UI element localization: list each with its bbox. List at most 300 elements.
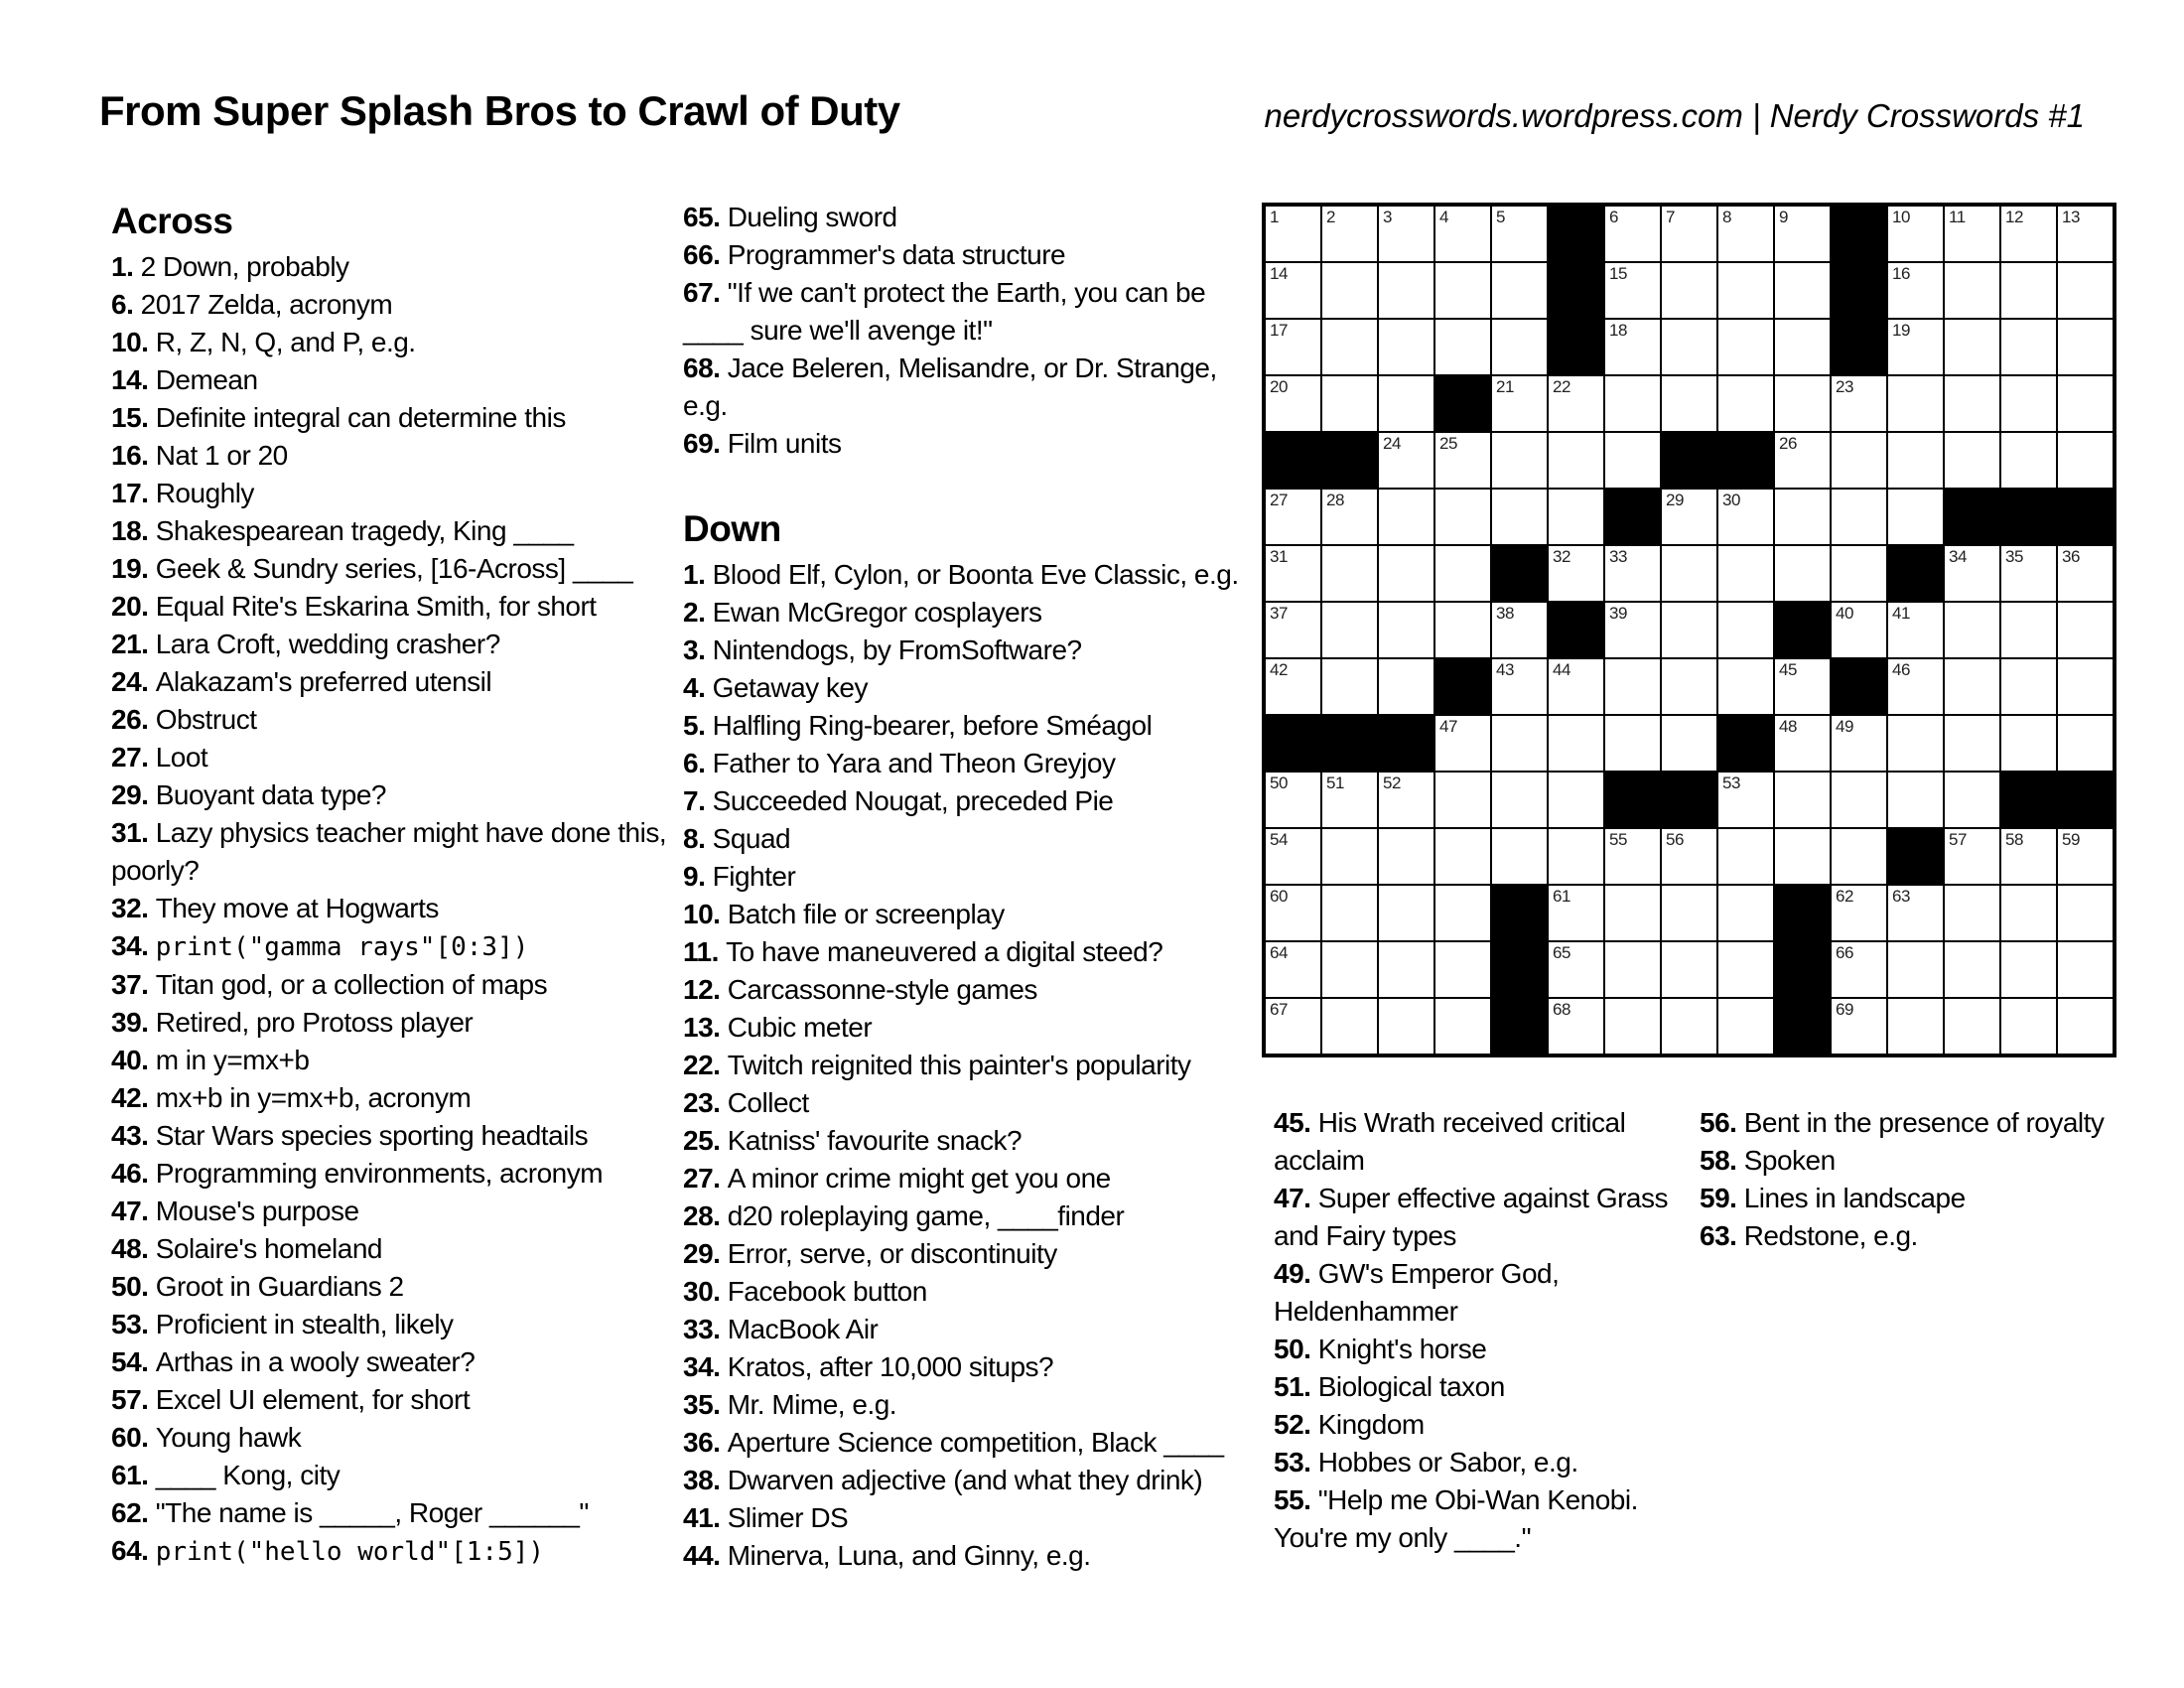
grid-cell[interactable] [1717, 206, 1774, 262]
grid-cell[interactable] [1717, 262, 1774, 319]
grid-cell-black [1548, 319, 1604, 375]
grid-cell[interactable] [2000, 206, 2057, 262]
grid-cell[interactable] [1434, 602, 1491, 658]
grid-cell[interactable] [1378, 432, 1434, 489]
grid-cell[interactable] [1887, 772, 1944, 828]
grid-cell[interactable] [2000, 262, 2057, 319]
grid-cell[interactable] [1491, 772, 1548, 828]
grid-cell[interactable] [1944, 772, 2000, 828]
grid-cell[interactable] [1321, 489, 1378, 545]
cell-number: 19 [1892, 321, 1910, 340]
clue-item: 43. Star Wars species sporting headtails [111, 1120, 589, 1151]
grid-cell[interactable] [1321, 206, 1378, 262]
cell-number: 1 [1270, 208, 1279, 226]
grid-cell[interactable] [1774, 432, 1831, 489]
clue-item: 58. Spoken [1700, 1145, 1836, 1176]
grid-cell[interactable] [1831, 489, 1887, 545]
grid-cell[interactable] [2057, 941, 2114, 998]
grid-cell[interactable] [1378, 885, 1434, 941]
cell-number: 25 [1439, 434, 1457, 453]
cell-number: 16 [1892, 264, 1910, 283]
cell-number: 20 [1270, 377, 1288, 396]
grid-cell[interactable] [1434, 262, 1491, 319]
clue-item: 1. 2 Down, probably [111, 251, 349, 282]
grid-cell[interactable] [2057, 375, 2114, 432]
grid-cell[interactable] [1321, 885, 1378, 941]
cell-number: 22 [1553, 377, 1570, 396]
grid-cell[interactable] [1887, 319, 1944, 375]
clue-item: 47. Mouse's purpose [111, 1196, 359, 1226]
grid-cell[interactable] [1661, 319, 1717, 375]
grid-cell[interactable] [1265, 998, 1321, 1055]
grid-cell[interactable] [1548, 375, 1604, 432]
grid-cell[interactable] [1831, 828, 1887, 885]
clue-item: 1. Blood Elf, Cylon, or Boonta Eve Classic, e.g. [683, 559, 1239, 590]
grid-cell[interactable] [1831, 432, 1887, 489]
grid-cell[interactable] [1265, 489, 1321, 545]
grid-cell[interactable] [1378, 489, 1434, 545]
grid-cell[interactable] [2000, 828, 2057, 885]
cell-number: 39 [1609, 604, 1627, 623]
grid-cell[interactable] [1548, 545, 1604, 602]
clue-item: 29. Error, serve, or discontinuity [683, 1238, 1057, 1269]
grid-cell[interactable] [1265, 319, 1321, 375]
crossword-grid[interactable] [1262, 203, 2116, 1057]
clue-item: 6. Father to Yara and Theon Greyjoy [683, 748, 1116, 778]
grid-cell[interactable] [1717, 885, 1774, 941]
grid-cell[interactable] [2057, 206, 2114, 262]
grid-cell[interactable] [1434, 828, 1491, 885]
cell-number: 3 [1383, 208, 1392, 226]
grid-cell[interactable] [1717, 375, 1774, 432]
grid-cell[interactable] [1944, 432, 2000, 489]
grid-cell[interactable] [2000, 885, 2057, 941]
grid-cell[interactable] [2000, 545, 2057, 602]
grid-cell[interactable] [1944, 375, 2000, 432]
clue-item: 38. Dwarven adjective (and what they drink) [683, 1465, 1203, 1495]
grid-cell[interactable] [1661, 206, 1717, 262]
clue-item: 41. Slimer DS [683, 1502, 849, 1533]
clue-item: 6. 2017 Zelda, acronym [111, 289, 393, 320]
grid-cell[interactable] [1491, 262, 1548, 319]
grid-cell[interactable] [1434, 489, 1491, 545]
clue-item: 48. Solaire's homeland [111, 1233, 382, 1264]
grid-cell[interactable] [2000, 375, 2057, 432]
cell-number: 23 [1836, 377, 1853, 396]
grid-cell[interactable] [1378, 941, 1434, 998]
cell-number: 7 [1666, 208, 1675, 226]
clue-item: 34. print("gamma rays"[0:3]) [111, 930, 529, 962]
clue-item: 26. Obstruct [111, 704, 257, 735]
cell-number: 13 [2062, 208, 2080, 226]
cell-number: 53 [1722, 774, 1740, 792]
grid-cell[interactable] [1265, 828, 1321, 885]
clue-item: 50. Knight's horse [1274, 1334, 1487, 1364]
cell-number: 52 [1383, 774, 1401, 792]
grid-cell[interactable] [1661, 885, 1717, 941]
grid-cell[interactable] [1321, 602, 1378, 658]
grid-cell[interactable] [1774, 828, 1831, 885]
grid-cell[interactable] [1774, 545, 1831, 602]
grid-cell[interactable] [1604, 998, 1661, 1055]
grid-cell-black [1604, 772, 1661, 828]
clue-item: 15. Definite integral can determine this [111, 402, 566, 433]
cell-number: 57 [1949, 830, 1967, 849]
grid-cell[interactable] [1378, 319, 1434, 375]
clue-item: 69. Film units [683, 428, 842, 459]
cell-number: 50 [1270, 774, 1288, 792]
grid-cell[interactable] [2057, 998, 2114, 1055]
grid-cell-black [1548, 262, 1604, 319]
grid-cell-black [1774, 998, 1831, 1055]
grid-cell[interactable] [1548, 489, 1604, 545]
grid-cell[interactable] [1604, 375, 1661, 432]
grid-cell-black [1491, 998, 1548, 1055]
grid-cell-black [1717, 432, 1774, 489]
grid-cell[interactable] [1265, 885, 1321, 941]
grid-cell[interactable] [1378, 658, 1434, 715]
grid-cell[interactable] [1434, 772, 1491, 828]
grid-cell[interactable] [1887, 885, 1944, 941]
grid-cell[interactable] [1887, 489, 1944, 545]
clue-item: 22. Twitch reignited this painter's popularity [683, 1050, 1191, 1080]
grid-cell[interactable] [1265, 658, 1321, 715]
grid-cell[interactable] [1887, 941, 1944, 998]
grid-cell[interactable] [1434, 319, 1491, 375]
grid-cell-black [1831, 319, 1887, 375]
grid-cell[interactable] [1491, 375, 1548, 432]
grid-cell-black [1548, 602, 1604, 658]
grid-cell[interactable] [1604, 262, 1661, 319]
grid-cell[interactable] [1717, 602, 1774, 658]
cell-number: 63 [1892, 887, 1910, 906]
cell-number: 32 [1553, 547, 1570, 566]
grid-cell[interactable] [1378, 828, 1434, 885]
grid-cell[interactable] [1604, 432, 1661, 489]
grid-cell[interactable] [1717, 319, 1774, 375]
grid-cell[interactable] [1265, 545, 1321, 602]
cell-number: 5 [1496, 208, 1505, 226]
cell-number: 55 [1609, 830, 1627, 849]
grid-cell[interactable] [1887, 658, 1944, 715]
grid-cell[interactable] [1944, 715, 2000, 772]
grid-cell[interactable] [1661, 489, 1717, 545]
grid-cell[interactable] [1887, 206, 1944, 262]
grid-cell[interactable] [1774, 375, 1831, 432]
grid-cell[interactable] [1717, 998, 1774, 1055]
grid-cell[interactable] [1661, 262, 1717, 319]
grid-cell-black [1831, 206, 1887, 262]
grid-cell[interactable] [1321, 828, 1378, 885]
grid-cell[interactable] [1944, 885, 2000, 941]
grid-cell[interactable] [1265, 602, 1321, 658]
grid-cell[interactable] [1661, 998, 1717, 1055]
grid-cell[interactable] [1661, 715, 1717, 772]
cell-number: 15 [1609, 264, 1627, 283]
cell-number: 62 [1836, 887, 1853, 906]
grid-cell[interactable] [1378, 602, 1434, 658]
grid-cell[interactable] [1491, 432, 1548, 489]
grid-cell[interactable] [1548, 885, 1604, 941]
grid-cell[interactable] [1265, 375, 1321, 432]
grid-cell[interactable] [2057, 262, 2114, 319]
clue-item: 31. Lazy physics teacher might have done this, poorly? [111, 817, 667, 886]
grid-cell[interactable] [1548, 772, 1604, 828]
grid-cell[interactable] [1548, 828, 1604, 885]
grid-cell[interactable] [1265, 941, 1321, 998]
grid-cell[interactable] [1491, 319, 1548, 375]
grid-cell[interactable] [2057, 715, 2114, 772]
cell-number: 17 [1270, 321, 1288, 340]
grid-cell[interactable] [1774, 319, 1831, 375]
grid-cell[interactable] [2000, 319, 2057, 375]
clue-item: 5. Halfling Ring-bearer, before Sméagol [683, 710, 1153, 741]
clue-column-across [111, 199, 667, 1571]
cell-number: 27 [1270, 491, 1288, 509]
grid-cell[interactable] [1491, 489, 1548, 545]
grid-cell[interactable] [1717, 828, 1774, 885]
grid-cell[interactable] [1604, 602, 1661, 658]
clue-item: 32. They move at Hogwarts [111, 893, 439, 923]
clue-column-middle [683, 199, 1257, 1575]
grid-cell-black [1774, 602, 1831, 658]
grid-cell[interactable] [1604, 206, 1661, 262]
grid-cell[interactable] [1265, 262, 1321, 319]
grid-cell-black [2057, 489, 2114, 545]
grid-cell[interactable] [1491, 602, 1548, 658]
grid-cell[interactable] [1548, 998, 1604, 1055]
grid-cell[interactable] [1944, 828, 2000, 885]
grid-cell[interactable] [1321, 941, 1378, 998]
cell-number: 29 [1666, 491, 1684, 509]
across-heading: Across [111, 201, 233, 241]
cell-number: 45 [1779, 660, 1797, 679]
grid-cell[interactable] [1321, 262, 1378, 319]
clue-column-down-continued [1274, 1104, 1691, 1557]
grid-cell[interactable] [1548, 432, 1604, 489]
grid-cell[interactable] [1774, 262, 1831, 319]
clue-item: 19. Geek & Sundry series, [16-Across] ____ [111, 553, 633, 584]
grid-cell[interactable] [1378, 998, 1434, 1055]
grid-cell[interactable] [1378, 772, 1434, 828]
grid-cell-black [2000, 489, 2057, 545]
clue-item: 66. Programmer's data structure [683, 239, 1066, 270]
grid-cell[interactable] [1661, 375, 1717, 432]
grid-cell[interactable] [1378, 206, 1434, 262]
grid-cell[interactable] [1434, 432, 1491, 489]
grid-cell[interactable] [1944, 658, 2000, 715]
grid-cell[interactable] [1831, 941, 1887, 998]
cell-number: 14 [1270, 264, 1288, 283]
clue-item: 51. Biological taxon [1274, 1371, 1505, 1402]
grid-cell[interactable] [1265, 772, 1321, 828]
grid-cell[interactable] [2057, 432, 2114, 489]
grid-cell[interactable] [1944, 602, 2000, 658]
grid-cell[interactable] [2000, 658, 2057, 715]
grid-cell[interactable] [1717, 489, 1774, 545]
grid-cell[interactable] [1774, 772, 1831, 828]
grid-cell[interactable] [1321, 375, 1378, 432]
grid-cell[interactable] [1887, 602, 1944, 658]
grid-cell[interactable] [1548, 658, 1604, 715]
down-clue-list [683, 556, 1257, 1575]
clue-item: 7. Succeeded Nougat, preceded Pie [683, 785, 1114, 816]
grid-cell-black [1378, 715, 1434, 772]
grid-cell[interactable] [1717, 545, 1774, 602]
grid-cell[interactable] [1604, 715, 1661, 772]
grid-cell[interactable] [1887, 432, 1944, 489]
grid-cell[interactable] [1434, 715, 1491, 772]
clue-item: 39. Retired, pro Protoss player [111, 1007, 474, 1038]
grid-cell[interactable] [2057, 658, 2114, 715]
grid-cell[interactable] [1661, 941, 1717, 998]
grid-cell[interactable] [1944, 319, 2000, 375]
grid-cell[interactable] [1887, 262, 1944, 319]
cell-number: 33 [1609, 547, 1627, 566]
cell-number: 11 [1949, 208, 1966, 226]
grid-cell[interactable] [1661, 658, 1717, 715]
clue-item: 16. Nat 1 or 20 [111, 440, 288, 471]
clue-item: 68. Jace Beleren, Melisandre, or Dr. Strange, e.g. [683, 352, 1217, 421]
cell-number: 31 [1270, 547, 1288, 566]
cell-number: 8 [1722, 208, 1731, 226]
grid-cell-black [1604, 489, 1661, 545]
cell-number: 9 [1779, 208, 1788, 226]
grid-cell[interactable] [2057, 828, 2114, 885]
clue-item: 46. Programming environments, acronym [111, 1158, 604, 1189]
cell-number: 54 [1270, 830, 1288, 849]
grid-cell[interactable] [1378, 375, 1434, 432]
grid-cell[interactable] [1604, 885, 1661, 941]
grid-cell[interactable] [2057, 602, 2114, 658]
cell-number: 61 [1553, 887, 1570, 906]
grid-cell[interactable] [1774, 489, 1831, 545]
cell-number: 67 [1270, 1000, 1288, 1019]
cell-number: 49 [1836, 717, 1853, 736]
grid-cell[interactable] [1434, 998, 1491, 1055]
cell-number: 6 [1609, 208, 1618, 226]
grid-cell[interactable] [1321, 545, 1378, 602]
grid-cell[interactable] [1831, 602, 1887, 658]
grid-cell[interactable] [1661, 545, 1717, 602]
grid-cell[interactable] [1378, 262, 1434, 319]
cell-number: 18 [1609, 321, 1627, 340]
clue-item: 3. Nintendogs, by FromSoftware? [683, 634, 1082, 665]
cell-number: 28 [1326, 491, 1344, 509]
grid-cell[interactable] [1774, 658, 1831, 715]
grid-cell[interactable] [1831, 772, 1887, 828]
down-clue-list-continued [1274, 1104, 1691, 1557]
down-heading: Down [683, 508, 781, 549]
grid-cell[interactable] [1944, 998, 2000, 1055]
grid-cell[interactable] [1944, 206, 2000, 262]
grid-cell[interactable] [1491, 206, 1548, 262]
grid-cell[interactable] [1717, 772, 1774, 828]
down-clue-list-continued-2 [1700, 1104, 2166, 1255]
clue-item: 62. "The name is _____, Roger ______" [111, 1497, 589, 1528]
clue-item: 42. mx+b in y=mx+b, acronym [111, 1082, 472, 1113]
grid-cell[interactable] [1491, 658, 1548, 715]
grid-cell[interactable] [2057, 545, 2114, 602]
grid-cell[interactable] [1321, 658, 1378, 715]
grid-cell[interactable] [1604, 941, 1661, 998]
clue-item: 36. Aperture Science competition, Black ____ [683, 1427, 1224, 1458]
grid-cell-black [1831, 658, 1887, 715]
grid-cell[interactable] [1321, 772, 1378, 828]
grid-cell[interactable] [2000, 998, 2057, 1055]
puzzle-title: From Super Splash Bros to Crawl of Duty [99, 87, 900, 134]
grid-cell[interactable] [1831, 545, 1887, 602]
grid-cell[interactable] [1661, 602, 1717, 658]
cell-number: 12 [2005, 208, 2023, 226]
grid-cell[interactable] [1774, 206, 1831, 262]
grid-cell[interactable] [1491, 828, 1548, 885]
grid-cell[interactable] [1944, 262, 2000, 319]
grid-cell[interactable] [2000, 941, 2057, 998]
grid-cell[interactable] [2000, 715, 2057, 772]
grid-cell[interactable] [1434, 941, 1491, 998]
grid-cell[interactable] [1887, 375, 1944, 432]
grid-cell[interactable] [2000, 602, 2057, 658]
clue-item: 9. Fighter [683, 861, 796, 892]
grid-cell[interactable] [1604, 828, 1661, 885]
grid-cell[interactable] [1831, 715, 1887, 772]
cell-number: 42 [1270, 660, 1288, 679]
grid-cell[interactable] [1604, 658, 1661, 715]
grid-cell-black [1434, 658, 1491, 715]
clue-item: 27. A minor crime might get you one [683, 1163, 1111, 1194]
cell-number: 26 [1779, 434, 1797, 453]
grid-cell[interactable] [1434, 885, 1491, 941]
clue-item: 33. MacBook Air [683, 1314, 879, 1344]
grid-cell[interactable] [1887, 998, 1944, 1055]
grid-cell[interactable] [1604, 319, 1661, 375]
grid-cell[interactable] [1717, 658, 1774, 715]
grid-cell[interactable] [1378, 545, 1434, 602]
clue-item: 2. Ewan McGregor cosplayers [683, 597, 1042, 628]
grid-cell[interactable] [1831, 885, 1887, 941]
grid-cell[interactable] [1434, 545, 1491, 602]
grid-cell-black [1774, 885, 1831, 941]
grid-cell[interactable] [1661, 828, 1717, 885]
grid-cell[interactable] [1717, 941, 1774, 998]
clue-item: 11. To have maneuvered a digital steed? [683, 936, 1163, 967]
grid-cell[interactable] [1831, 375, 1887, 432]
grid-cell[interactable] [1604, 545, 1661, 602]
grid-cell[interactable] [2057, 319, 2114, 375]
grid-cell[interactable] [2057, 885, 2114, 941]
grid-cell[interactable] [1831, 998, 1887, 1055]
grid-cell[interactable] [1548, 715, 1604, 772]
grid-cell[interactable] [1321, 998, 1378, 1055]
grid-cell[interactable] [1944, 545, 2000, 602]
grid-cell[interactable] [1265, 206, 1321, 262]
cell-number: 58 [2005, 830, 2023, 849]
grid-cell[interactable] [1321, 319, 1378, 375]
grid-cell[interactable] [2000, 432, 2057, 489]
grid-cell[interactable] [1774, 715, 1831, 772]
grid-cell[interactable] [1887, 715, 1944, 772]
clue-item: 55. "Help me Obi-Wan Kenobi. You're my only ____." [1274, 1484, 1638, 1553]
clue-item: 12. Carcassonne-style games [683, 974, 1037, 1005]
grid-cell[interactable] [1548, 941, 1604, 998]
grid-cell[interactable] [1434, 206, 1491, 262]
grid-cell-black [1887, 828, 1944, 885]
grid-cell[interactable] [1944, 941, 2000, 998]
grid-cell[interactable] [1491, 715, 1548, 772]
cell-number: 48 [1779, 717, 1797, 736]
grid-cell-black [1265, 715, 1321, 772]
